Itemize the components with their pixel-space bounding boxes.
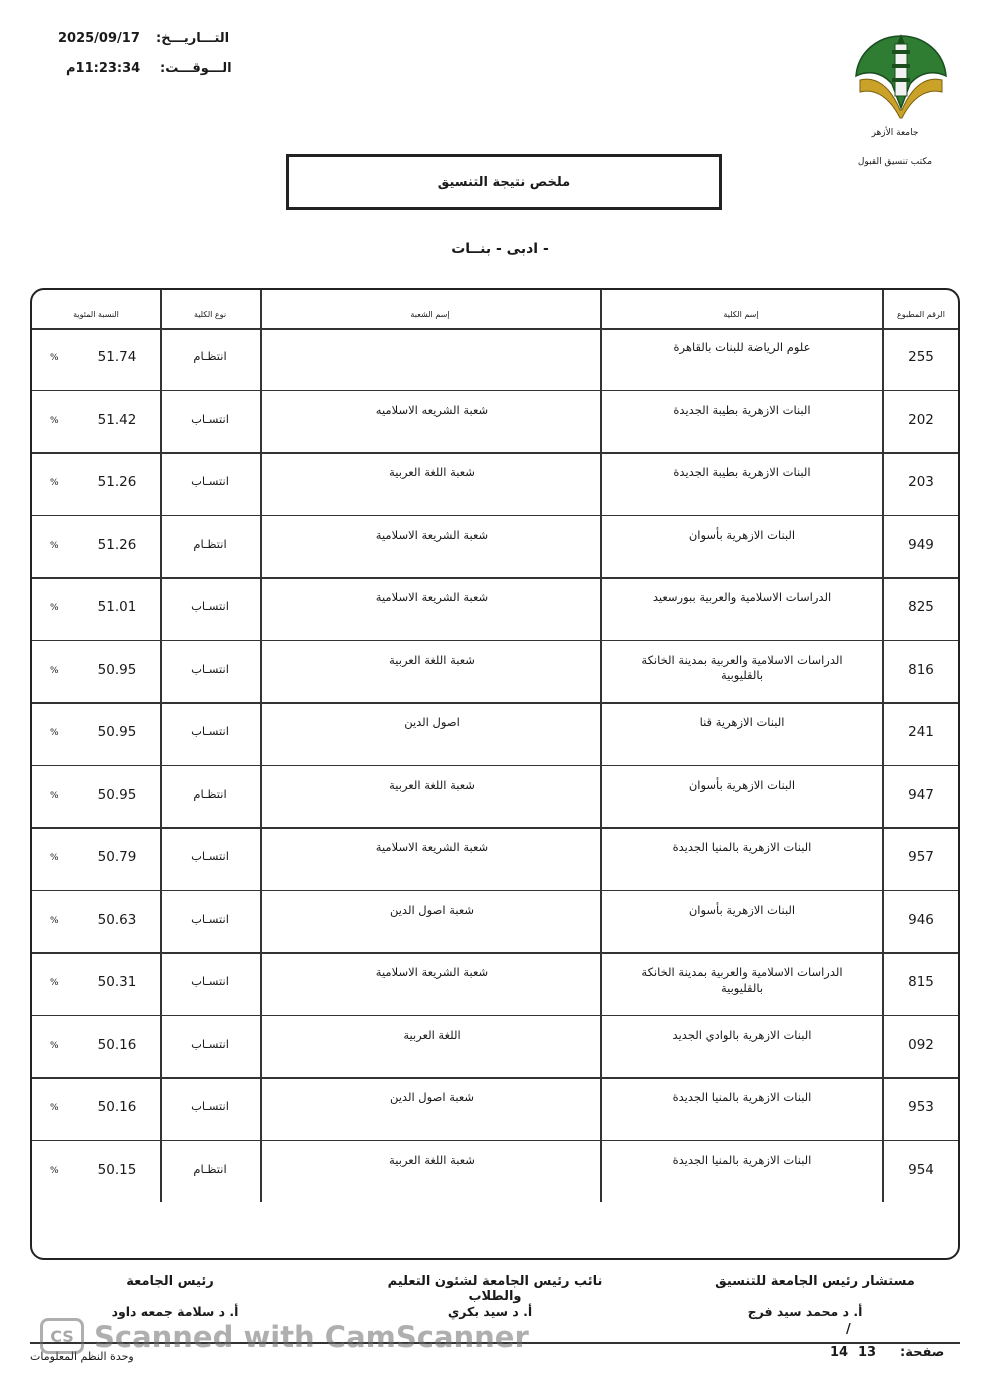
column-header-code: الرقم المطبوع [897,310,945,319]
cell-college: البنات الازهرية بطيبة الجديدة [673,402,811,417]
cell-percent-symbol: % [50,540,59,551]
org-name: جامعة الأزهر [871,128,919,138]
cell-percent: 51.26 [97,474,137,490]
time-value: 11:23:34م [66,61,141,76]
cell-division: شعبة اللغة العربية [389,1152,475,1167]
cell-percent: 51.74 [97,349,137,365]
cell-division: اصول الدين [404,715,460,729]
table-row [32,828,958,891]
cell-college: الدراسات الاسلامية والعربية بمدينة الخانكة بالقليوبية [641,965,843,995]
vp-title: نائب رئيس الجامعة لشئون التعليم والطلاب [387,1274,603,1304]
page-current: 13 [858,1345,877,1360]
table-row [32,953,958,1016]
column-header-division: إسم الشعبة [410,310,450,319]
time-label: الـــوقـــت: [160,61,232,76]
page-slash: / [846,1322,851,1337]
cell-type: انتظـام [193,1161,227,1176]
cell-percent: 50.16 [97,1036,137,1053]
page-label: صفحة: [900,1345,945,1360]
cell-division: شعبة الشريعة الاسلامية [375,590,489,604]
table-row [32,703,958,766]
table-row [32,1016,958,1079]
table-row [32,391,958,454]
cell-type: انتسـاب [191,974,229,988]
table-row [32,578,958,641]
cell-percent-symbol: % [50,1165,59,1176]
cell-college: البنات الازهرية بطيبة الجديدة [673,465,811,479]
cell-college: البنات الازهرية بأسوان [688,527,796,542]
cell-type: انتسـاب [191,1099,229,1113]
table-row [32,453,958,516]
cell-code: 825 [908,599,934,615]
cell-college: البنات الازهرية بأسوان [688,777,796,792]
table-row [32,641,958,704]
cell-division: شعبة اللغة العربية [389,652,475,667]
cell-code: 202 [908,411,934,428]
cell-type: انتسـاب [191,849,229,863]
cell-percent: 50.95 [97,786,137,803]
camscanner-logo [40,1318,84,1354]
table-row [32,516,958,579]
cell-percent: 51.26 [97,536,137,553]
cell-percent-symbol: % [50,415,59,426]
cell-type: انتسـاب [191,1036,229,1051]
cell-division: شعبة الشريعه الاسلاميه [375,402,489,417]
column-header-type: نوع الكلية [193,310,227,319]
cell-code: 947 [908,786,934,803]
table-row [32,891,958,954]
university-logo [848,30,954,120]
cell-code: 815 [908,974,934,990]
report-title: ملخص نتيجة التنسيق [437,174,571,190]
cell-percent: 50.95 [97,724,137,740]
cell-code: 203 [908,474,934,490]
cell-type: انتظـام [193,536,227,551]
date-value: 2025/09/17 [58,31,140,46]
cell-college: البنات الازهرية بالمنيا الجديدة [672,840,812,854]
cell-percent-symbol: % [50,1040,59,1051]
table-row [32,1078,958,1141]
cell-division: شعبة اللغة العربية [389,777,475,792]
cell-college: الدراسات الاسلامية والعربية بمدينة الخانكة بالقليوبية [641,652,843,683]
cell-college: الدراسات الاسلامية والعربية ببورسعيد [652,590,832,604]
cell-percent-symbol: % [50,353,59,363]
cell-code: 816 [908,661,934,678]
cell-type: انتسـاب [191,599,229,613]
cell-division: شعبة اللغة العربية [389,465,475,479]
cell-college: البنات الازهرية بالوادي الجديد [672,1027,812,1042]
cell-percent: 51.42 [97,411,137,428]
table-row [32,328,958,391]
cell-code: 255 [908,349,934,365]
cell-type: انتسـاب [191,661,229,676]
scanner-watermark: Scanned with CamScanner [94,1320,529,1354]
cell-percent-symbol: % [50,1103,59,1113]
cell-college: البنات الازهرية قنا [699,715,785,729]
cell-percent: 50.63 [97,911,137,928]
vp-name: أ. د سيد بكري [447,1304,533,1319]
unit-name: وحدة النظم المعلومات [30,1350,134,1363]
cell-percent-symbol: % [50,853,59,863]
cell-code: 092 [908,1036,934,1053]
results-table [30,288,960,1260]
cell-percent: 50.95 [97,661,137,678]
cell-type: انتسـاب [191,474,229,488]
cell-code: 241 [908,724,934,740]
cell-percent-symbol: % [50,978,59,988]
cell-division: شعبة اصول الدين [389,902,475,917]
president-title: رئيس الجامعة [126,1274,214,1289]
cell-type: انتظـام [193,349,227,363]
cell-percent-symbol: % [50,665,59,676]
cell-percent: 51.01 [97,599,137,615]
table-row [32,1141,958,1204]
table-row [32,766,958,829]
cell-division: شعبة اصول الدين [389,1090,475,1104]
cell-percent-symbol: % [50,728,59,738]
date-label: التـــاريـــخ: [156,31,230,46]
cell-type: انتسـاب [191,411,229,426]
cell-division: اللغة العربية [403,1027,461,1042]
camscanner-logo-text: CS [50,1326,74,1346]
cell-code: 954 [908,1161,934,1178]
cell-type: انتظـام [193,786,227,801]
cell-division: شعبة الشريعة الاسلامية [375,840,489,854]
cell-code: 946 [908,911,934,928]
cell-percent-symbol: % [50,478,59,488]
cell-college: البنات الازهرية بأسوان [688,902,796,917]
cell-college: البنات الازهرية بالمنيا الجديدة [672,1152,812,1167]
cell-code: 953 [908,1099,934,1115]
cell-percent: 50.79 [97,849,137,865]
cell-division: شعبة الشريعة الاسلامية [375,965,489,979]
cell-division: شعبة الشريعة الاسلامية [375,527,489,542]
cell-college: البنات الازهرية بالمنيا الجديدة [672,1090,812,1104]
cell-percent-symbol: % [50,790,59,801]
cell-percent-symbol: % [50,915,59,926]
cell-percent: 50.15 [97,1161,137,1178]
cell-code: 957 [908,849,934,865]
cell-college: علوم الرياضة للبنات بالقاهرة [673,340,811,354]
page-total: 14 [830,1345,849,1360]
report-title-box [286,154,722,210]
cell-type: انتسـاب [191,724,229,738]
report-subtitle: - ادبى - بنــات [451,241,549,257]
advisor-title: مستشار رئيس الجامعة للتنسيق [715,1274,915,1289]
cell-type: انتسـاب [191,911,229,926]
cell-percent-symbol: % [50,603,59,613]
cell-code: 949 [908,536,934,553]
column-header-college: إسم الكلية [723,310,759,319]
office-name: مكتب تنسيق القبول [857,157,933,167]
column-header-percent: النسبة المئوية [73,310,119,319]
cell-percent: 50.16 [97,1099,137,1115]
president-name: أ. د سلامة جمعه داود [111,1304,239,1319]
advisor-name: أ. د محمد سيد فرج [747,1304,863,1319]
cell-percent: 50.31 [97,974,137,990]
